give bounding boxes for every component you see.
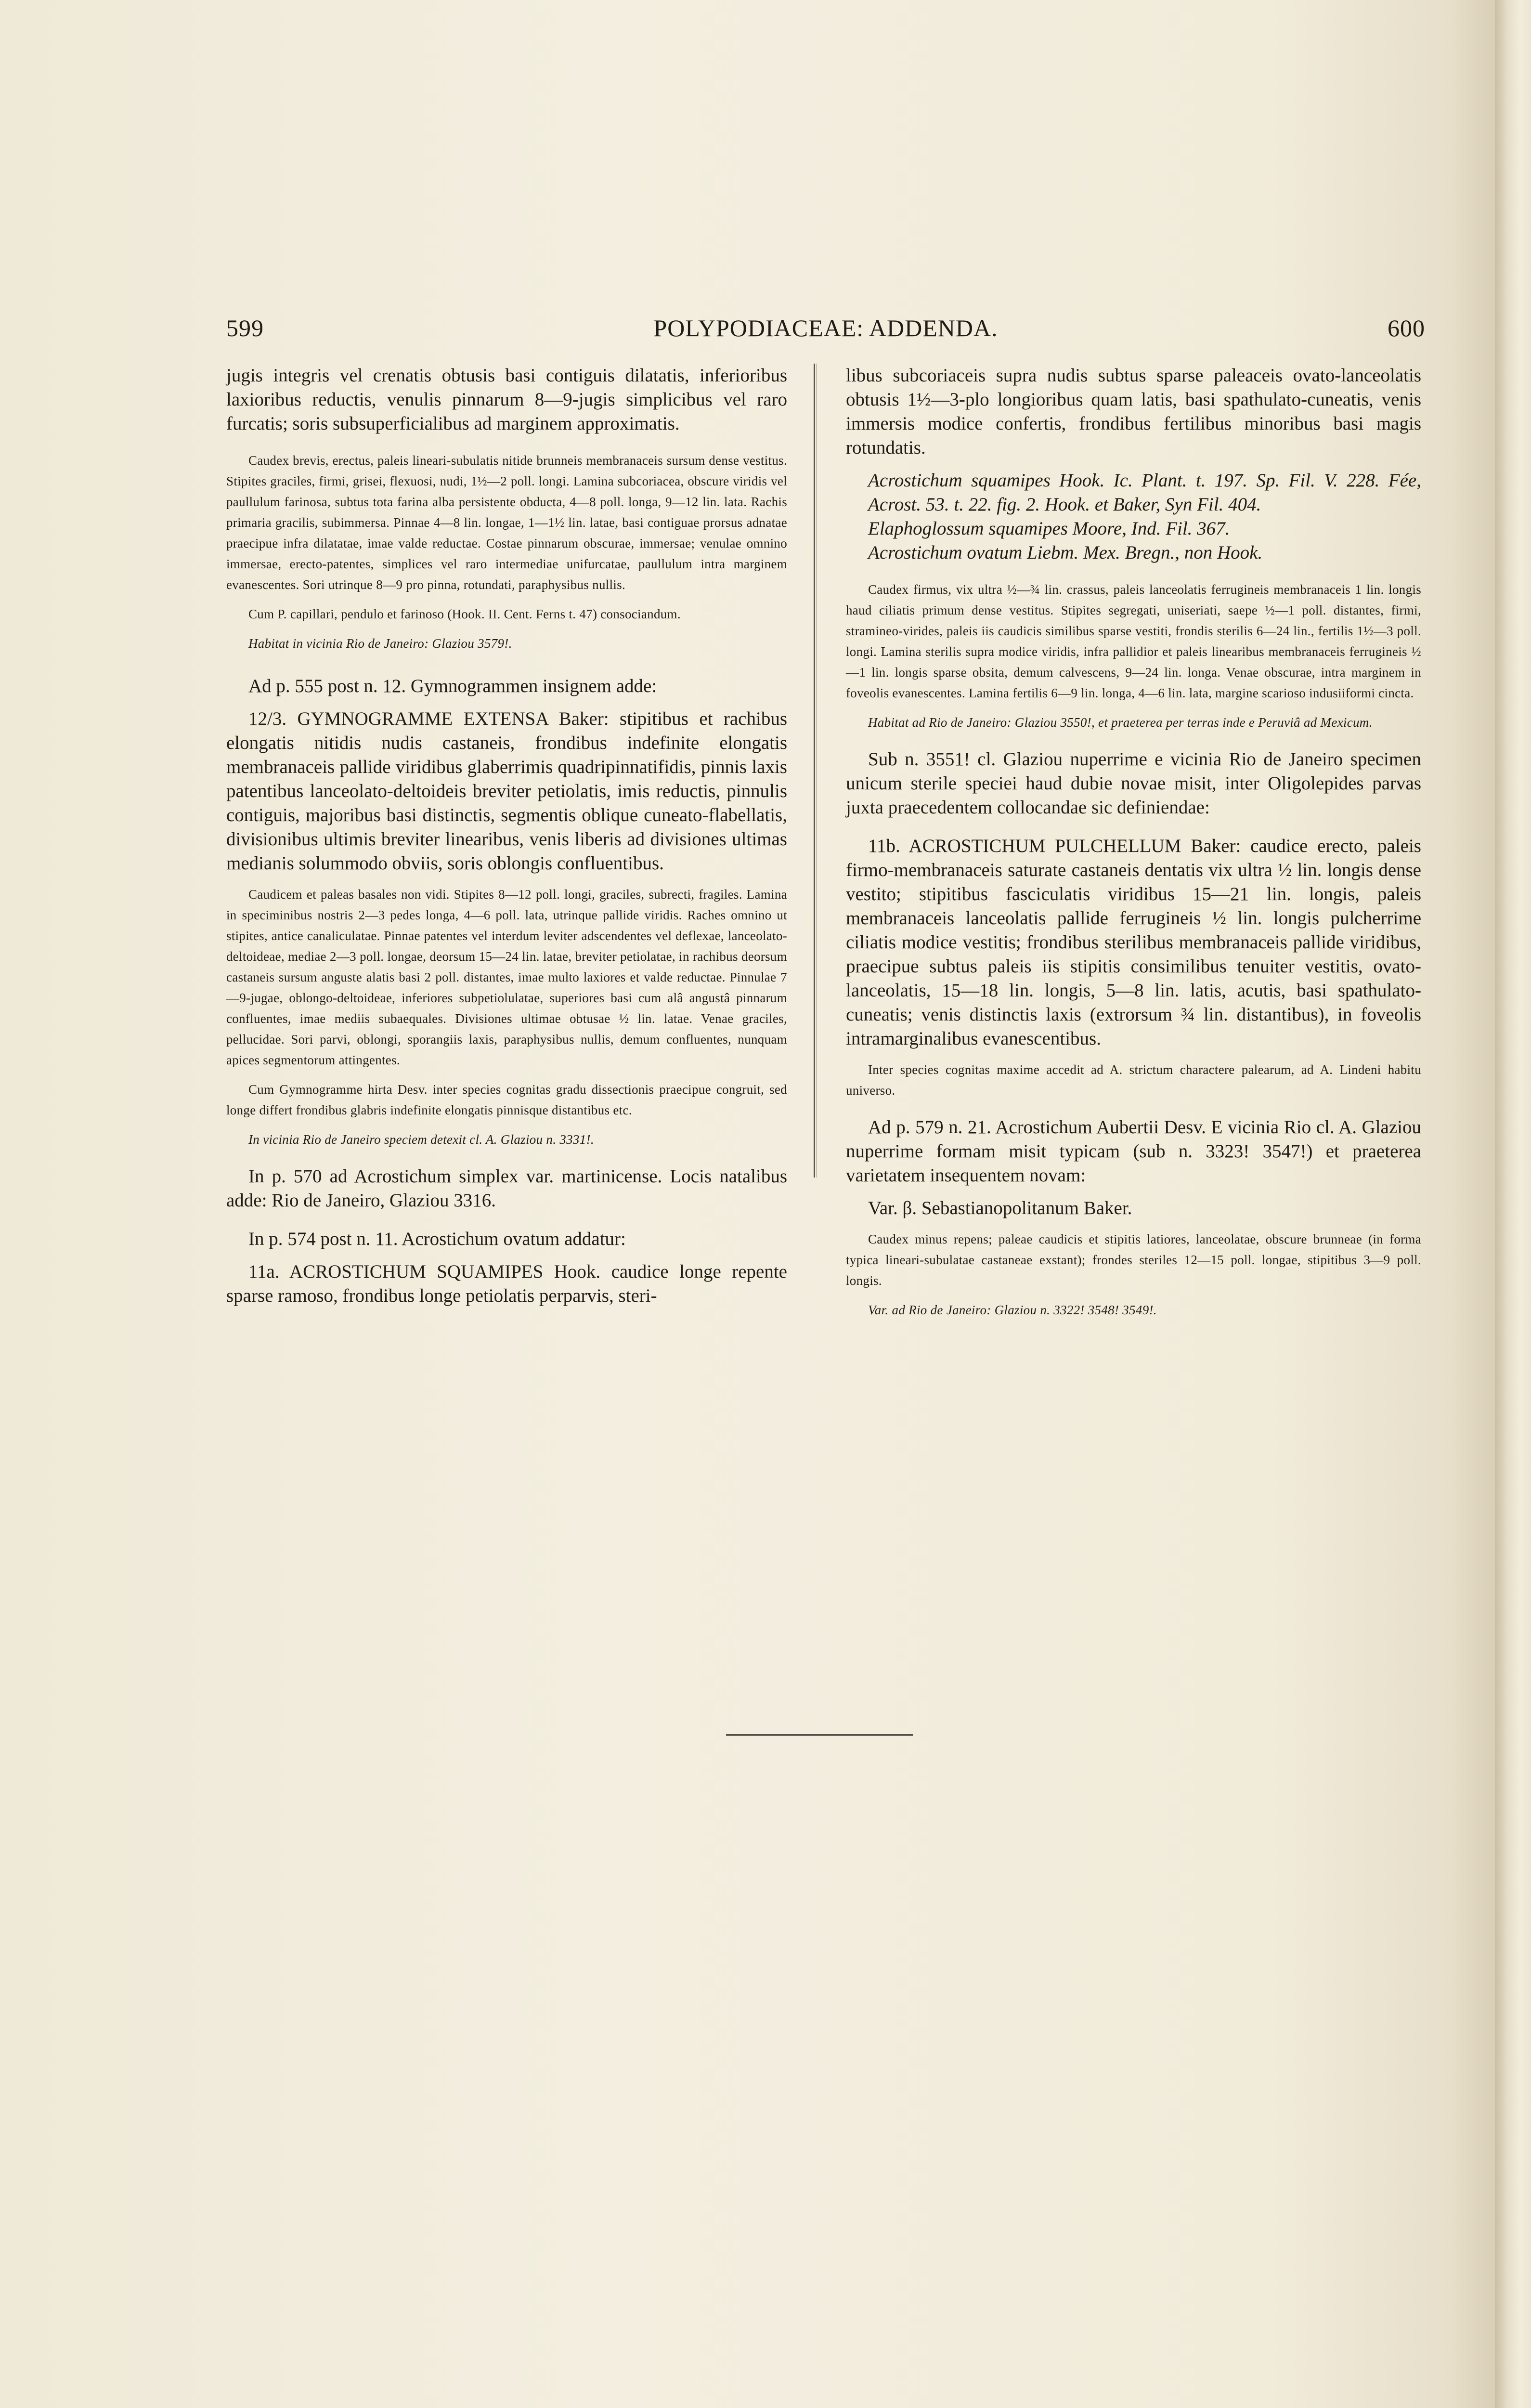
paragraph: jugis integris vel crenatis obtusis basi contiguis dilatatis, inferioribus laxioribus reductis, venulis pinnarum 8—9-jugis simplicibus vel raro furcatis; soris subsuperficialibus ad marginem approximatis. <box>226 365 787 434</box>
synonym-line: Elaphoglossum squamipes Moore, Ind. Fil. 367. <box>868 518 1230 539</box>
book-spine <box>1495 0 1531 2408</box>
habitat-line: Habitat ad Rio de Janeiro: Glaziou 3550!, et praeterea per terras inde e Peruviâ ad Mexicum. <box>868 715 1373 730</box>
species-entry: 11b. ACROSTICHUM PULCHELLUM Baker: caudice erecto, paleis firmo-membranaceis saturate castaneis dentatis vix ultra ½ lin. longis dense vestito; stipitibus fasciculatis viridibus 15—21 lin. longis, paleis membranaceis lanceolatis pallide ferrugineis ½ lin. longis pulcherrime ciliatis modice vestitis; frondibus sterilibus membranaceis pallide viridibus, praecipue subtus paleis iis stipitis consimilibus tenuiter vestitis, ovato-lanceolatis, 15—18 lin. longis, 5—8 lin. latis, acutis, basi spathulato-cuneatis; venis distinctis laxis (extrorsum ¾ lin. distantibus), in foveolis intramarginalibus evanescentibus. <box>846 836 1421 1049</box>
running-header <box>226 314 1425 343</box>
description-paragraph: Caudex brevis, erectus, paleis lineari-subulatis nitide brunneis membranaceis sursum dense vestitus. Stipites graciles, firmi, grisei, flexuosi, nudi, 1½—2 poll. longi. Lamina subcoriacea, obscure viridis vel paullulum farinosa, subtus tota farina alba persistente obducta, 4—8 poll. longa, 9—12 lin. lata. Rachis primaria gracilis, subimmersa. Pinnae 4—8 lin. longae, 1—1½ lin. latae, basi contiguae prorsus adnatae praecipue infra dilatatae, imae valde reductae. Costae pinnarum obscurae, immersae; venulae omnino immersae, erecto-patentes, simplices vel raro intermediae unifurcatae, paullulum intra marginem evanescentes. Sori utrinque 8—9 pro pinna, rotundati, paraphysibus nullis. <box>226 453 787 592</box>
habitat-line: In vicinia Rio de Janeiro speciem detexit cl. A. Glaziou n. 3331!. <box>248 1132 594 1147</box>
habitat-line: Var. ad Rio de Janeiro: Glaziou n. 3322! 3548! 3549!. <box>868 1303 1157 1317</box>
addendum-paragraph: In p. 570 ad Acrostichum simplex var. martinicense. Locis natalibus adde: Rio de Janeiro, Glaziou 3316. <box>226 1166 787 1211</box>
page-number-right: 600 <box>1388 314 1425 341</box>
description-paragraph: Caudex firmus, vix ultra ½—¾ lin. crassus, paleis lanceolatis ferrugineis membranaceis 1 lin. longis haud ciliatis primum dense vestitus. Stipites segregati, uniseriati, saepe ½—1 poll. distantes, firmi, stramineo-virides, paleis iis caudicis similibus sparse vestiti, frondis sterilis 6—24 lin., fertilis 1½—3 poll. longi. Lamina sterilis supra modice viridis, infra pallidior et paleis linearibus membranaceis ferrugineis ½—1 lin. longis sparse obsita, demum calvescens, 9—24 lin. longa. Venae obscurae, intra marginem in foveolis evanescentes. Lamina fertilis 6—9 lin. longa, 4—6 lin. lata, margine scarioso indusiiformi cincta. <box>846 582 1421 700</box>
left-column <box>226 364 787 1308</box>
description-paragraph: Caudex minus repens; paleae caudicis et stipitis latiores, lanceolatae, obscure brunneae (in forma typica lineari-subulatae castaneae exstant); frondes steriles 12—15 poll. longae, stipitibus 3—9 poll. longis. <box>846 1232 1421 1288</box>
running-title: POLYPODIACEAE: ADDENDA. <box>653 314 998 341</box>
addendum-heading: In p. 574 post n. 11. Acrostichum ovatum addatur: <box>248 1229 626 1249</box>
species-entry: 12/3. GYMNOGRAMME EXTENSA Baker: stipitibus et rachibus elongatis nitidis nudis castaneis, frondibus indefinite elongatis membranaceis pallide viridibus glaberrimis quadripinnatifidis, pinnis laxis patentibus lanceolato-deltoideis breviter petiolatis, imis reductis, pinnulis contiguis, majoribus basi distinctis, segmentis oblique cuneato-flabellatis, divisionibus ultimis breviter linearibus, venis liberis ad divisiones ultimas medianis solummodo obviis, soris oblongis confluentibus. <box>226 708 787 874</box>
note-paragraph: Inter species cognitas maxime accedit ad A. strictum charactere palearum, ad A. Lindeni habitu universo. <box>846 1062 1421 1098</box>
note-paragraph: Cum Gymnogramme hirta Desv. inter species cognitas gradu dissectionis praecipue congruit, sed longe differt frondibus glabris indefinite elongatis pinnisque distantibus etc. <box>226 1082 787 1117</box>
species-entry: 11a. ACROSTICHUM SQUAMIPES Hook. caudice longe repente sparse ramoso, frondibus longe petiolatis perparvis, steri- <box>226 1261 787 1306</box>
note-paragraph: Cum P. capillari, pendulo et farinoso (Hook. II. Cent. Ferns t. 47) consociandum. <box>248 607 681 621</box>
addendum-heading: Ad p. 555 post n. 12. Gymnogrammen insignem adde: <box>248 676 657 696</box>
paragraph: libus subcoriaceis supra nudis subtus sparse paleaceis ovato-lanceolatis obtusis 1½—3-plo longioribus quam latis, basi spathulato-cuneatis, venis immersis modice confertis, frondibus fertilibus minoribus basi magis rotundatis. <box>846 365 1421 458</box>
right-column <box>846 364 1421 1321</box>
addendum-paragraph: Ad p. 579 n. 21. Acrostichum Aubertii Desv. E vicinia Rio cl. A. Glaziou nuperrime formam misit typicam (sub n. 3323! 3547!) et praeterea varietatem insequentem novam: <box>846 1117 1421 1186</box>
synonym-line: Acrostichum ovatum Liebm. Mex. Bregn., non Hook. <box>868 542 1263 563</box>
habitat-line: Habitat in vicinia Rio de Janeiro: Glaziou 3579!. <box>248 636 512 651</box>
page-number-left: 599 <box>226 314 264 341</box>
end-rule <box>726 1734 913 1736</box>
synonym-line: Acrostichum squamipes Hook. Ic. Plant. t. 197. Sp. Fil. V. 228. Fée, Acrost. 53. t. 22. fig. 2. Hook. et Baker, Syn Fil. 404. <box>868 470 1421 515</box>
description-paragraph: Caudicem et paleas basales non vidi. Stipites 8—12 poll. longi, graciles, subrecti, fragiles. Lamina in speciminibus nostris 2—3 pedes longa, 4—6 poll. lata, utrinque pallide viridis. Raches omnino ut stipites, antice canaliculatae. Pinnae patentes vel interdum leviter adscendentes vel deflexae, lanceolato-deltoideae, mediae 2—3 poll. longae, deorsum 15—24 lin. latae, breviter petiolatae, in rachibus deorsum castaneis sursum anguste alatis basi 2 poll. distantes, imae multo laxiores et valde reductae. Pinnulae 7—9-jugae, oblongo-deltoideae, inferiores subpetiolulatae, superiores basi cum alâ angustâ pinnarum confluentes, imae mediis subaequales. Divisiones ultimae obtusae ½ lin. latae. Venae graciles, pellucidae. Sori parvi, oblongi, sporangiis laxis, paraphysibus nullis, demum confluentes, nunquam apices segmentorum attingentes. <box>226 887 787 1067</box>
variety-heading: Var. β. Sebastianopolitanum Baker. <box>868 1198 1132 1218</box>
column-divider <box>814 364 815 1178</box>
addendum-paragraph: Sub n. 3551! cl. Glaziou nuperrime e vicinia Rio de Janeiro specimen unicum sterile speciei haud dubie novae misit, inter Oligolepides parvas juxta praecedentem collocandae sic definiendae: <box>846 749 1421 818</box>
